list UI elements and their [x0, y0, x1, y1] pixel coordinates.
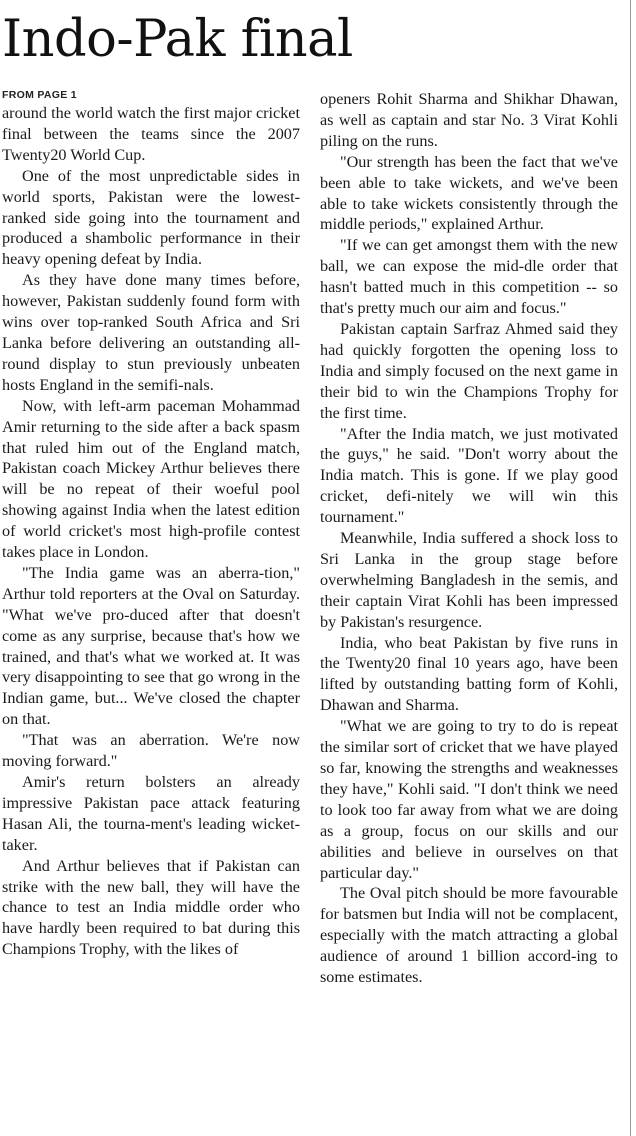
kicker-from-page: FROM PAGE 1 [2, 89, 77, 101]
column-rule [630, 0, 631, 1136]
paragraph: "Our strength has been the fact that we've been able to take wickets, and we've been able to take wickets consistently through the middle periods," explained Arthur. [320, 152, 618, 234]
paragraph: Amir's return bolsters an already impressive Pakistan pace attack featuring Hasan Ali, the tourna-ment's leading wicket-taker. [2, 773, 300, 854]
article-column-right [320, 89, 618, 988]
paragraph: "If we can get amongst them with the new ball, we can expose the mid-dle order that hasn't batted much in this competition -- so that's pretty much our aim and focus." [320, 236, 618, 318]
paragraph: Now, with left-arm paceman Mohammad Amir returning to the side after a back spasm that ruled him out of the England match, Pakistan coach Mickey Arthur believes there will be no repeat of their woeful pool showing against India when the latest edition of world cricket's most high-profile contest takes place in London. [2, 396, 300, 562]
paragraph: And Arthur believes that if Pakistan can strike with the new ball, they will have the chance to test an India middle order who have hardly been required to bat during this Champions Trophy, with the likes of [2, 856, 300, 959]
headline: Indo-Pak final [2, 10, 353, 69]
paragraph: One of the most unpredictable sides in world sports, Pakistan were the lowest-ranked side going into the tournament and produced a shambolic performance in their heavy opening defeat by India. [2, 166, 300, 269]
paragraph: As they have done many times before, however, Pakistan suddenly found form with wins over top-ranked South Africa and Sri Lanka before delivering an outstanding all-round display to stun previously unbeaten hosts England in the semifi-nals. [2, 271, 300, 394]
article-column-left [2, 88, 300, 960]
paragraph: "The India game was an aberra-tion," Arthur told reporters at the Oval on Saturday. "What we've pro-duced after that doesn't come as any surprise, because that's how we trained, and that's what we worked at. It was very disappointing to see that go wrong in the Indian game, but... We've closed the chapter on that. [2, 563, 300, 729]
paragraph: Pakistan captain Sarfraz Ahmed said they had quickly forgotten the opening loss to India and simply focused on the next game in their bid to win the Champions Trophy for the first time. [320, 319, 618, 422]
paragraph: Meanwhile, India suffered a shock loss to Sri Lanka in the group stage before overwhelming Bangladesh in the semis, and their captain Virat Kohli has been impressed by Pakistan's resurgence. [320, 529, 618, 631]
paragraph: around the world watch the first major cricket final between the teams since the 2007 Twenty20 World Cup. [2, 104, 300, 164]
paragraph: "After the India match, we just motivated the guys," he said. "Don't worry about the India match. This is gone. If we play good cricket, defi-nitely we will win this tournament." [320, 424, 618, 527]
paragraph: "What we are going to try to do is repeat the similar sort of cricket that we have played so far, knowing the strengths and weaknesses they have," Kohli said. "I don't think we need to look too far away from what we are doing as a group, focus on our skills and our abilities and believe in ourselves on that particular day." [320, 717, 618, 882]
paragraph: "That was an aberration. We're now moving forward." [2, 731, 300, 771]
paragraph: openers Rohit Sharma and Shikhar Dhawan, as well as captain and star No. 3 Virat Kohli piling on the runs. [320, 90, 618, 150]
paragraph: India, who beat Pakistan by five runs in the Twenty20 final 10 years ago, have been lifted by outstanding batting form of Kohli, Dhawan and Sharma. [320, 633, 618, 715]
paragraph: The Oval pitch should be more favourable for batsmen but India will not be complacent, especially with the match attracting a global audience of around 1 billion accord-ing to some estimates. [320, 884, 618, 987]
